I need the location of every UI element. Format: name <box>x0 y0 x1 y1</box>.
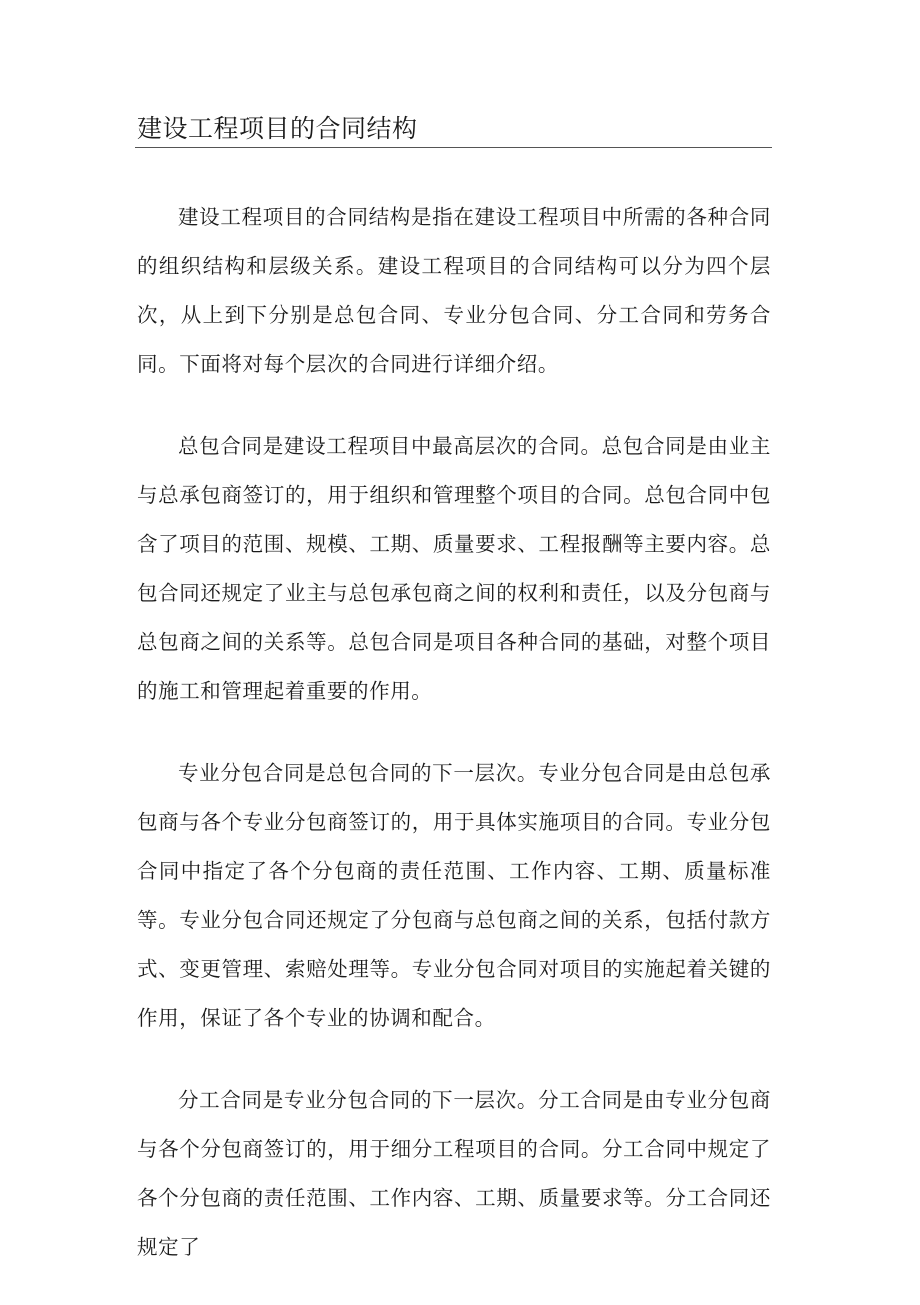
paragraph-general-contract: 总包合同是建设工程项目中最高层次的合同。总包合同是由业主与总承包商签订的，用于组织和管理整个项目的合同。总包合同中包含了项目的范围、规模、工期、质量要求、工程报酬等主要内容。总包合同还规定了业主与总包承包商之间的权利和责任，以及分包商与总包商之间的关系等。总包合同是项目各种合同的基础，对整个项目的施工和管理起着重要的作用。 <box>137 434 771 703</box>
paragraph-division-contract: 分工合同是专业分包合同的下一层次。分工合同是由专业分包商与各个分包商签订的，用于细分工程项目的合同。分工合同中规定了各个分包商的责任范围、工作内容、工期、质量要求等。分工合同还规定了 <box>137 1088 771 1259</box>
document-body <box>137 193 771 1305</box>
title-underline <box>135 147 772 148</box>
paragraph-intro: 建设工程项目的合同结构是指在建设工程项目中所需的各种合同的组织结构和层级关系。建设工程项目的合同结构可以分为四个层次，从上到下分别是总包合同、专业分包合同、分工合同和劳务合同。下面将对每个层次的合同进行详细介绍。 <box>137 205 771 376</box>
document-title: 建设工程项目的合同结构 <box>137 114 418 143</box>
paragraph-specialty-subcontract: 专业分包合同是总包合同的下一层次。专业分包合同是由总包承包商与各个专业分包商签订的，用于具体实施项目的合同。专业分包合同中指定了各个分包商的责任范围、工作内容、工期、质量标准等。专业分包合同还规定了分包商与总包商之间的关系，包括付款方式、变更管理、索赔处理等。专业分包合同对项目的实施起着关键的作用，保证了各个专业的协调和配合。 <box>137 761 771 1030</box>
